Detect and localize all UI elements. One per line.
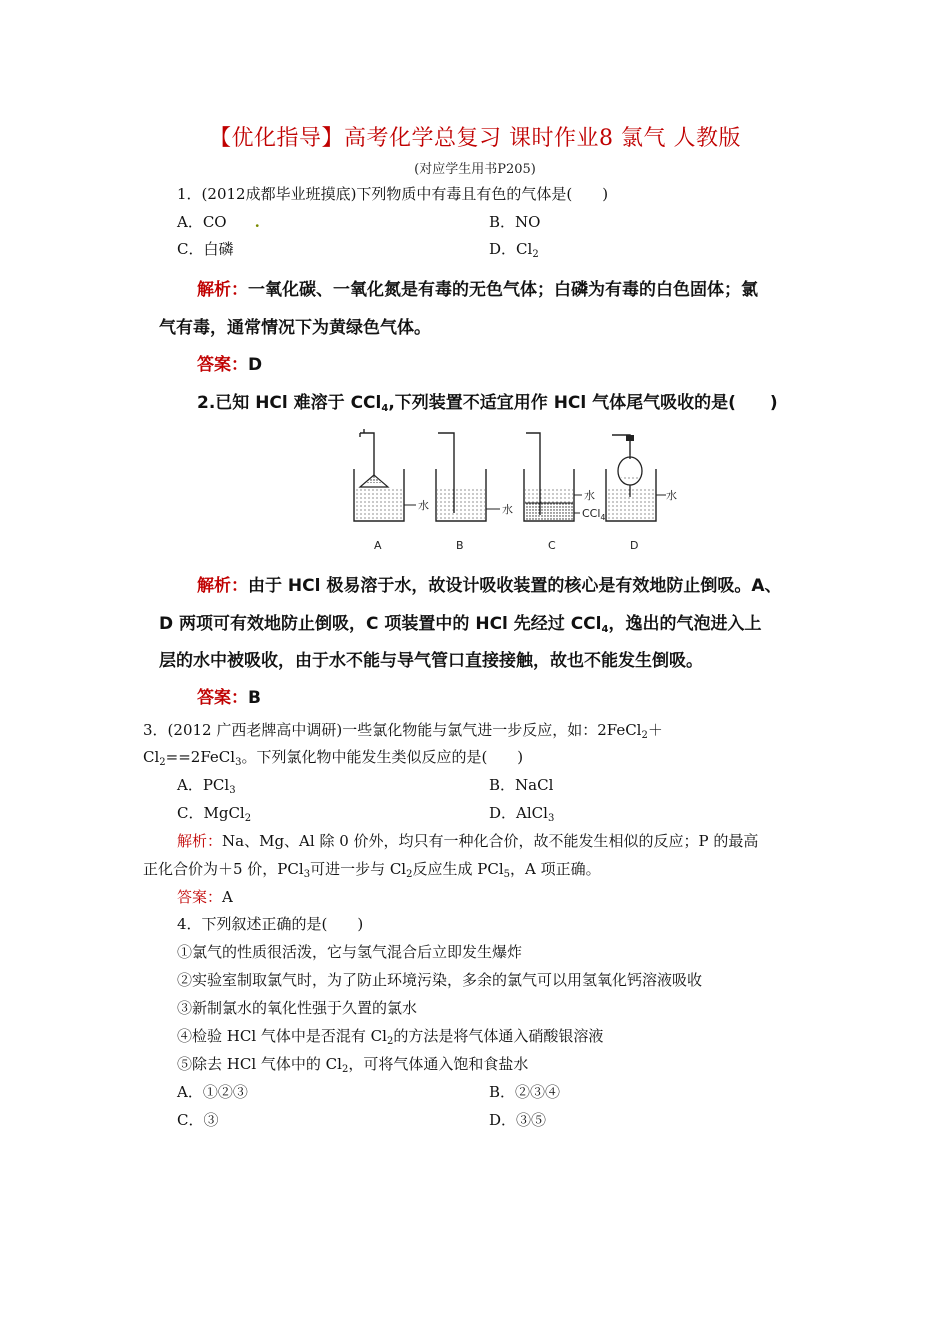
q3-stem-line2: $Cl_2==2FeCl_3$。下列氯化物中能发生类似反应的是( ): [143, 748, 524, 768]
q3-analysis-line2: 正化合价为＋5 价，PCl$_3$可进一步与 $Cl_2$反应生成 PCl$_5$，A 项正确。: [143, 860, 601, 880]
q4-item-5: ⑤除去 HCl 气体中的 $Cl_2$，可将气体通入饱和食盐水: [177, 1055, 529, 1075]
q4-option-b: B．②③④: [489, 1083, 561, 1101]
q4-item-3: ③新制氯水的氧化性强于久置的氯水: [177, 999, 418, 1017]
label-ccl4: CCl$_4$: [582, 507, 606, 522]
q1-option-c: C．白磷: [177, 240, 234, 258]
page-title: 【优化指导】高考化学总复习 课时作业8 氯气 人教版: [209, 126, 741, 151]
apparatus-a: [354, 429, 429, 552]
label-water-d: 水: [666, 489, 677, 502]
label-water-c: 水: [584, 489, 595, 502]
q4-option-a: A．①②③: [177, 1083, 248, 1101]
label-b: B: [456, 539, 464, 552]
q3-answer: 答案：A: [177, 888, 233, 906]
q1-analysis-line1: 解析：一氧化碳、一氧化氮是有毒的无色气体；白磷为有毒的白色固体；氯: [197, 280, 758, 300]
q1-analysis-line2: 气有毒，通常情况下为黄绿色气体。: [159, 318, 431, 338]
q2-answer: 答案：B: [197, 688, 261, 708]
q3-option-c: C．MgCl$_2$: [177, 804, 252, 824]
q3-option-a: A．PCl$_3$: [177, 776, 236, 796]
apparatus-d: [606, 435, 677, 552]
q4-item-2: ②实验室制取氯气时，为了防止环境污染，多余的氯气可以用氢氧化钙溶液吸收: [177, 971, 703, 989]
page-subtitle: (对应学生用书P205): [414, 162, 536, 177]
label-a: A: [374, 539, 382, 552]
q3-stem-line1: 3．(2012 广西老牌高中调研)一些氯化物能与氯气进一步反应，如：2FeCl$_2$＋: [143, 721, 663, 741]
apparatus-c: [524, 433, 606, 552]
q1-option-b: B．NO: [489, 213, 541, 231]
q4-stem: 4．下列叙述正确的是( ): [177, 915, 364, 933]
q2-analysis-line3: 层的水中被吸收，由于水不能与导气管口直接接触，故也不能发生倒吸。: [159, 651, 703, 671]
label-c: C: [548, 539, 556, 552]
q1-option-d: D．$Cl_2$: [489, 240, 539, 260]
q4-option-d: D．③⑤: [489, 1111, 547, 1129]
q2-analysis-line1: 解析：由于 HCl 极易溶于水，故设计吸收装置的核心是有效地防止倒吸。A、: [197, 576, 782, 596]
q1-option-a: A．CO .: [177, 213, 260, 231]
q1-answer: 答案：D: [197, 355, 263, 375]
q4-option-c: C．③: [177, 1111, 219, 1129]
q3-option-b: B．NaCl: [489, 776, 554, 794]
label-d: D: [630, 539, 639, 552]
q2-analysis-line2: D 两项可有效地防止倒吸，C 项装置中的 HCl 先经过 CCl$_4$，逸出的气泡进入上: [159, 614, 762, 635]
label-water-b: 水: [502, 503, 513, 516]
q4-item-4: ④检验 HCl 气体中是否混有 $Cl_2$的方法是将气体通入硝酸银溶液: [177, 1027, 604, 1047]
q4-item-1: ①氯气的性质很活泼，它与氢气混合后立即发生爆炸: [177, 943, 523, 961]
q2-stem: 2.已知 HCl 难溶于 CCl$_4$,下列装置不适宜用作 HCl 气体尾气吸收的是( ): [197, 393, 778, 414]
q3-analysis-line1: 解析：Na、Mg、Al 除 0 价外，均只有一种化合价，故不能发生相似的反应；P 的最高: [177, 832, 759, 850]
q1-stem: 1．(2012成都毕业班摸底)下列物质中有毒且有色的气体是( ): [177, 185, 609, 203]
apparatus-b: [436, 433, 513, 552]
apparatus-figure: [340, 425, 680, 555]
q3-option-d: D．AlCl$_3$: [489, 804, 555, 824]
stray-dot: .: [254, 213, 260, 231]
label-water-a: 水: [418, 499, 429, 512]
